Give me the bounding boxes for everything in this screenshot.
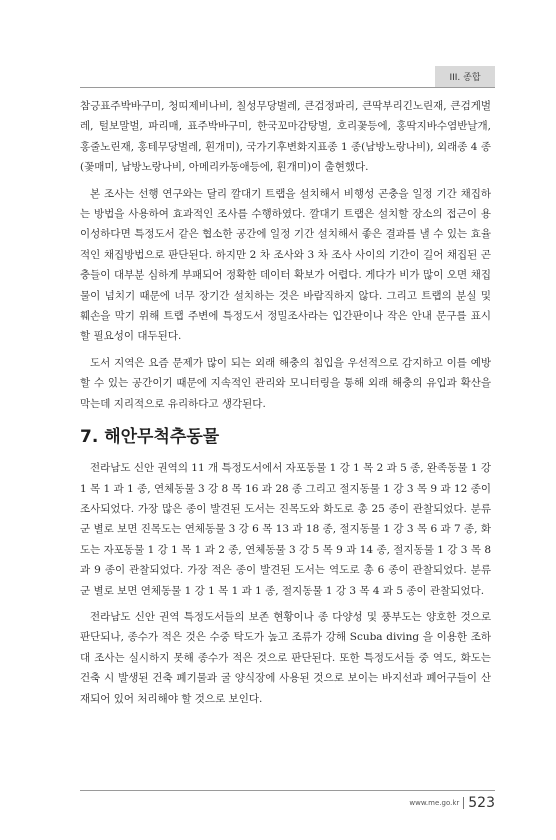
header-rule [80,87,495,88]
page-body [80,96,491,715]
paragraph-invertebrate-survey: 전라남도 신안 권역의 11 개 특정도서에서 자포동물 1 강 1 목 2 과 5 종, 완족동물 1 강 1 목 1 과 1 종, 연체동물 3 강 8 목 16 과 28 종 그리고 절지동물 1 강 3 목 9 과 12 종이 조사되었다. 가장 많은 종이 발견된 도서는 진목도와 화도로 총 25 종이 관찰되었다. 분류군 별로 보면 진목도는 연체동물 3 강 6 목 13 과 18 종, 절지동물 1 강 3 목 6 과 7 종, 화도는 자포동물 1 강 1 목 1 과 2 종, 연체동물 3 강 5 목 9 과 14 종, 절지동물 1 강 3 목 8 과 9 종이 관찰되었다. 가장 적은 종이 발견된 도서는 역도로 총 6 종이 관찰되었다. 분류군 별로 보면 연체동물 1 강 1 목 1 과 1 종, 절지동물 1 강 3 목 4 과 5 종이 관찰되었다. [80,462,491,597]
paragraph-conservation-status: 전라남도 신안 권역 특정도서들의 보존 현황이나 종 다양성 및 풍부도는 양호한 것으로 판단되나, 종수가 적은 것은 수중 탁도가 높고 조류가 강해 Scuba diving 을 이용한 조하대 조사는 실시하지 못해 종수가 적은 것으로 판단된다. 또한 특정도서들 중 역도, 화도는 건축 시 발생된 건축 폐기물과 굴 양식장에 사용된 것으로 보이는 바지선과 폐어구들이 산재되어 있어 처리해야 할 것으로 보인다. [80,610,491,705]
paragraph-insect-list: 참긍표주박바구미, 청띠제비나비, 칠성무당벌레, 큰검정파리, 큰딱부리긴노린재, 큰검게벌레, 털보말벌, 파리매, 표주박바구미, 한국꼬마감탕벌, 호리꽃등에, 홍딱지바수염반날개, 홍줄노린재, 홍테무당벌레, 흰개미), 국가기후변화지표종 1 종(남방노랑나비), 외래종 4 종(꽃매미, 남방노랑나비, 아메리카동애등에, 흰개미)이 출현했다. [80,100,491,174]
header-section-tab [435,66,495,87]
paragraph-island-monitoring: 도서 지역은 요즘 문제가 많이 되는 외래 해충의 침입을 우선적으로 감지하고 이를 예방할 수 있는 공간이기 때문에 지속적인 관리와 모니터링을 통해 외래 해충의 유입과 확산을 막는데 지리적으로 유리하다고 생각된다. [80,356,491,410]
section-title: 7. 해안무척추동물 [80,427,220,448]
page-footer [409,795,495,811]
page-number: 523 [468,795,495,811]
paragraph-trap-method: 본 조사는 선행 연구와는 달리 깔대기 트랩을 설치해서 비행성 곤충을 일정 기간 채집하는 방법을 사용하여 효과적인 조사를 수행하였다. 깔대기 트랩은 설치할 장소의 접근이 용이성하다면 특정도서 같은 협소한 공간에 일정 기간 설치해서 좋은 결과를 낼 수 있는 효율적인 채집방법으로 판단된다. 하지만 2 차 조사와 3 차 조사 사이의 기간이 길어 채집된 곤충들이 대부분 심하게 부패되어 정확한 데이터 확보가 어렵다. 게다가 비가 많이 오면 채집물이 넘치기 때문에 너무 장기간 설치하는 것은 바람직하지 않다. 그리고 트랩의 분실 및 훼손을 막기 위해 트랩 주변에 특정도서 정밀조사라는 입간판이나 작은 안내 문구를 표시할 필요성이 대두된다. [80,187,491,343]
footer-rule [80,790,495,791]
footer-separator [463,797,464,809]
header-section-label: III. 종합 [449,73,481,83]
footer-url[interactable]: www.me.go.kr [409,799,460,807]
